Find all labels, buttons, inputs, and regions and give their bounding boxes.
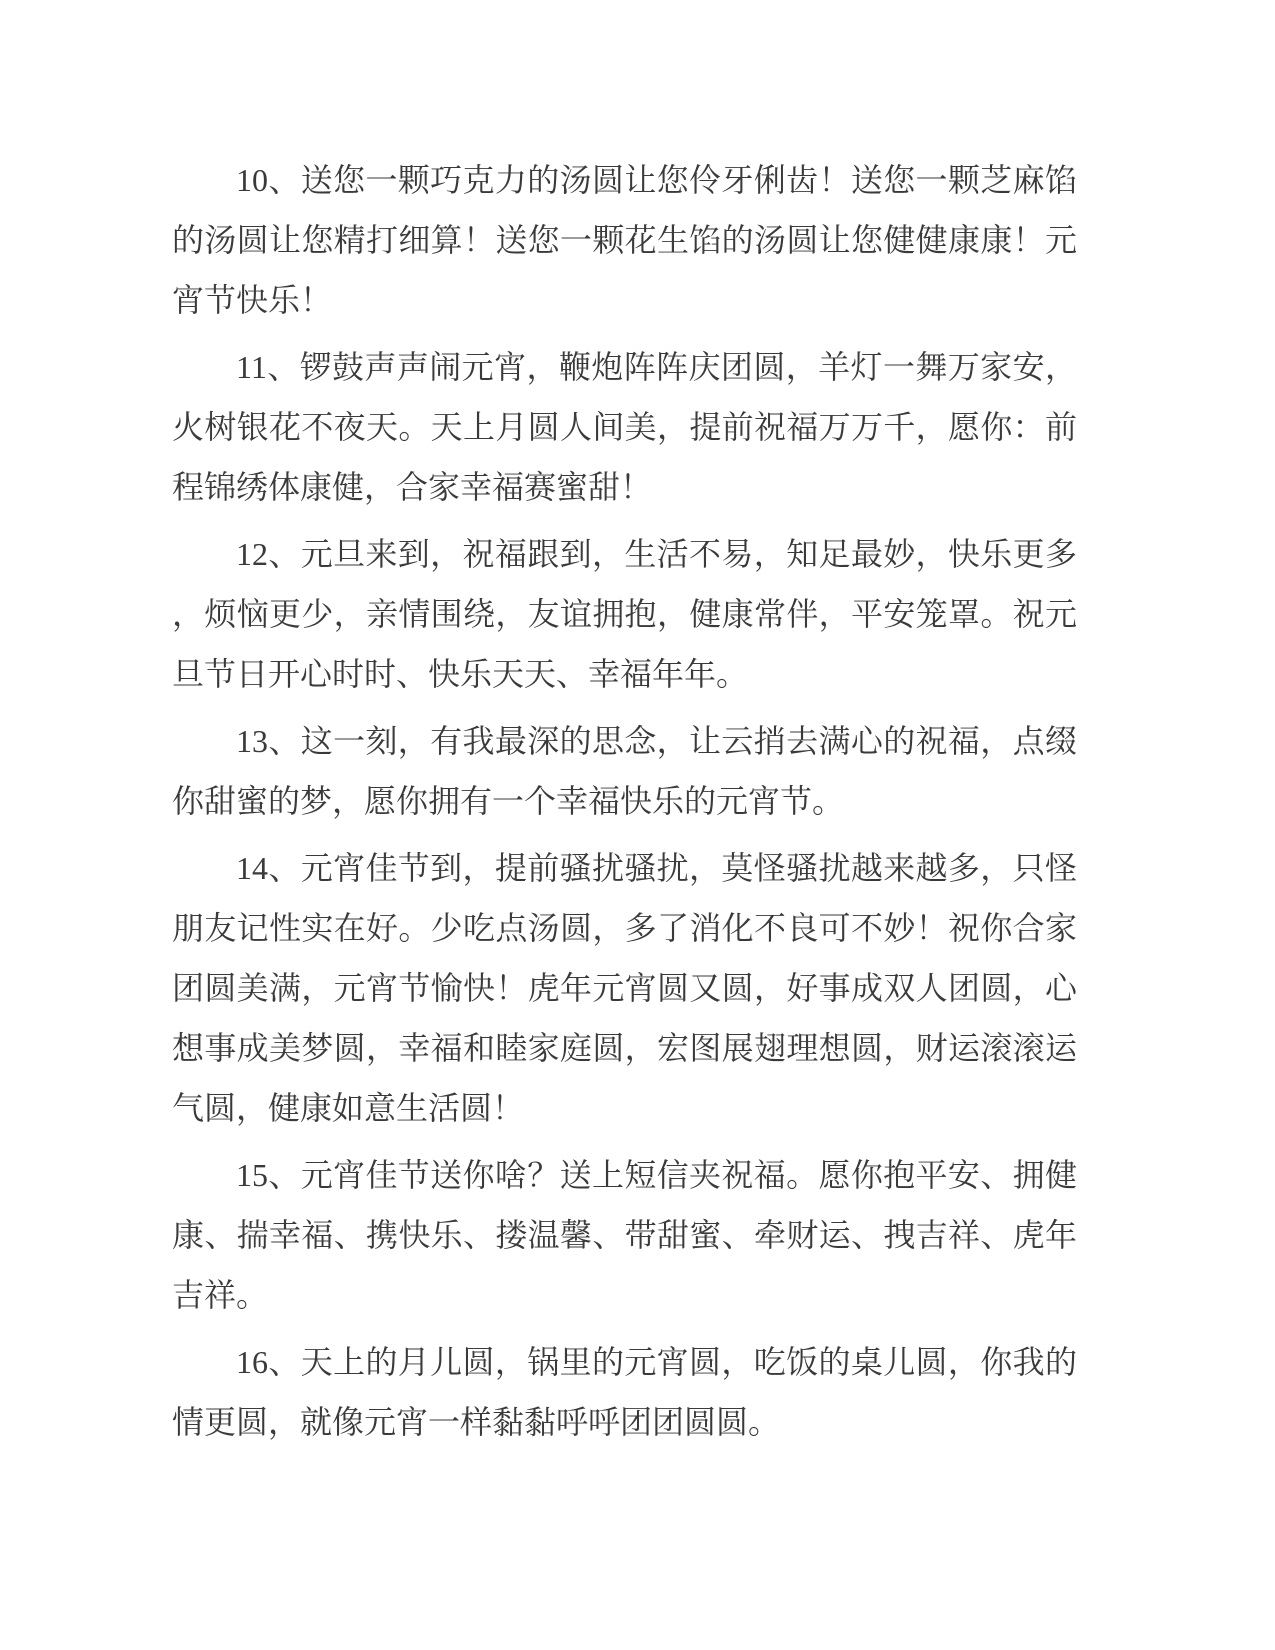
paragraph: 14、元宵佳节到，提前骚扰骚扰，莫怪骚扰越来越多，只怪朋友记性实在好。少吃点汤圆，多了消化不良可不妙！祝你合家团圆美满，元宵节愉快！虎年元宵圆又圆，好事成双人团圆，心想事成美梦圆，幸福和睦家庭圆，宏图展翅理想圆，财运滚滚运气圆，健康如意生活圆！	[172, 850, 1077, 1126]
paragraph: 11、锣鼓声声闹元宵，鞭炮阵阵庆团圆，羊灯一舞万家安，火树银花不夜天。天上月圆人间美，提前祝福万万千，愿你：前程锦绣体康健，合家幸福赛蜜甜！	[172, 349, 1077, 505]
paragraph: 15、元宵佳节送你啥？送上短信夹祝福。愿你抱平安、拥健康、揣幸福、携快乐、搂温馨、带甜蜜、牵财运、拽吉祥、虎年吉祥。	[172, 1157, 1077, 1313]
text-content	[172, 150, 1077, 1459]
paragraph: 13、这一刻，有我最深的思念，让云捎去满心的祝福，点缀你甜蜜的梦，愿你拥有一个幸福快乐的元宵节。	[172, 723, 1077, 819]
paragraph: 12、元旦来到，祝福跟到，生活不易，知足最妙，快乐更多，烦恼更少，亲情围绕，友谊拥抱，健康常伴，平安笼罩。祝元旦节日开心时时、快乐天天、幸福年年。	[172, 536, 1077, 692]
paragraph: 16、天上的月儿圆，锅里的元宵圆，吃饭的桌儿圆，你我的情更圆，就像元宵一样黏黏呼呼团团圆圆。	[172, 1344, 1077, 1440]
paragraph: 10、送您一颗巧克力的汤圆让您伶牙俐齿！送您一颗芝麻馅的汤圆让您精打细算！送您一颗花生馅的汤圆让您健健康康！元宵节快乐！	[172, 162, 1077, 318]
